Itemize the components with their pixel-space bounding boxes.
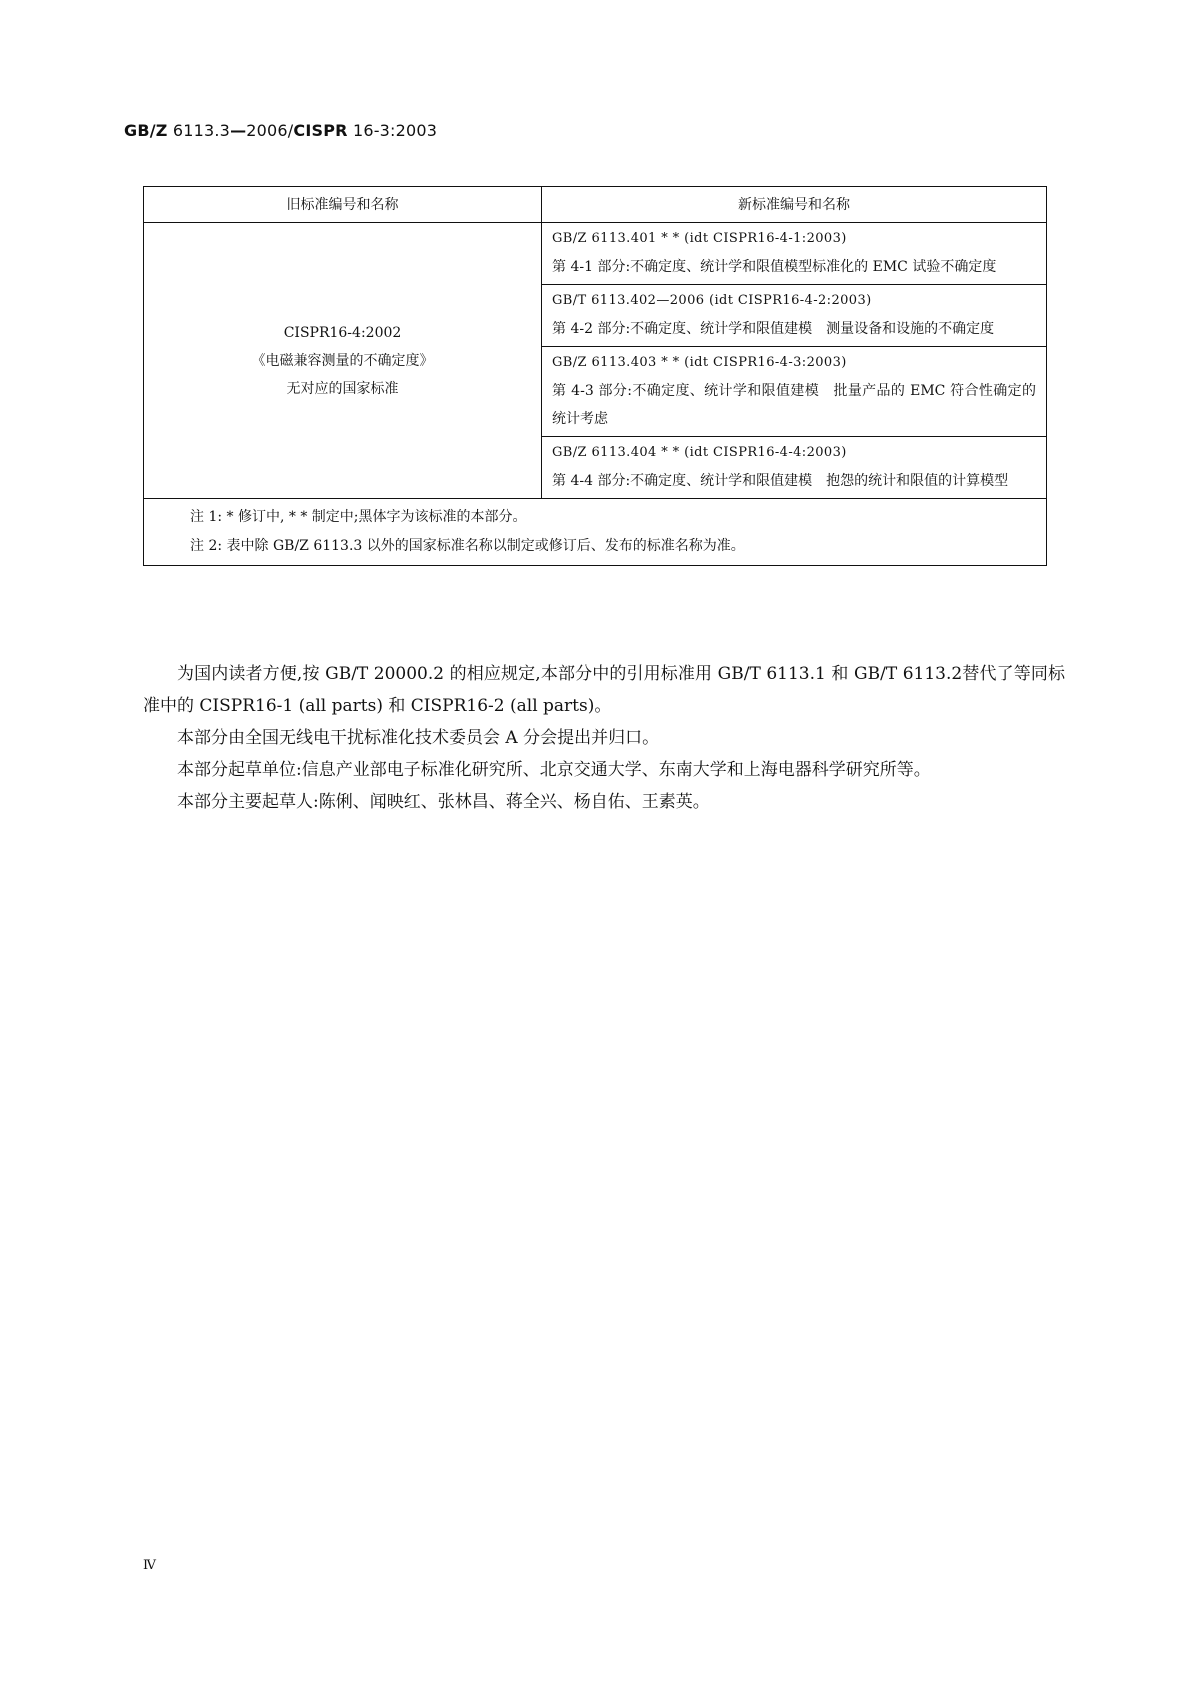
header-year: 2006/: [246, 121, 294, 140]
col-new-header: 新标准编号和名称: [542, 187, 1047, 223]
old-standard-title: 《电磁兼容测量的不确定度》: [251, 352, 434, 369]
new-standard-title: 第 4-3 部分:不确定度、统计学和限值建模 批量产品的 EMC 符合性确定的统计考虑: [552, 383, 1036, 427]
header-cispr: CISPR: [293, 121, 348, 140]
new-standard-code: GB/Z 6113.403 * * (idt CISPR16-4-3:2003): [552, 355, 847, 370]
body-text: [143, 658, 1065, 818]
new-standard-code: GB/Z 6113.404 * * (idt CISPR16-4-4:2003): [552, 445, 847, 460]
page-number: Ⅳ: [143, 1558, 156, 1573]
new-standard-title: 第 4-2 部分:不确定度、统计学和限值建模 测量设备和设施的不确定度: [552, 321, 995, 337]
header-code: 6113.3: [172, 121, 231, 140]
new-standard-title: 第 4-4 部分:不确定度、统计学和限值建模 抱怨的统计和限值的计算模型: [552, 473, 1009, 489]
new-standard-title: 第 4-1 部分:不确定度、统计学和限值模型标准化的 EMC 试验不确定度: [552, 259, 997, 275]
new-standard-code: GB/T 6113.402—2006 (idt CISPR16-4-2:2003): [552, 293, 872, 308]
new-standard-code: GB/Z 6113.401 * * (idt CISPR16-4-1:2003): [552, 231, 847, 246]
table-notes-row: [144, 499, 1047, 566]
paragraph: 本部分起草单位:信息产业部电子标准化研究所、北京交通大学、东南大学和上海电器科学研究所等。: [177, 760, 931, 780]
table-note-1: 注 1: * 修订中, * * 制定中;黑体字为该标准的本部分。: [190, 509, 527, 525]
table-note-2: 注 2: 表中除 GB/Z 6113.3 以外的国家标准名称以制定或修订后、发布的标准名称为准。: [190, 538, 745, 554]
header-dash: —: [230, 121, 247, 140]
header-gbz: GB/Z: [124, 121, 168, 140]
table-notes: [144, 499, 1047, 566]
paragraph: 本部分主要起草人:陈俐、闻映红、张林昌、蒋全兴、杨自佑、王素英。: [177, 792, 710, 812]
standards-table: [143, 186, 1047, 566]
document-header: [124, 121, 437, 140]
old-standard-note: 无对应的国家标准: [286, 380, 399, 397]
paragraph: 本部分由全国无线电干扰标准化技术委员会 A 分会提出并归口。: [177, 728, 660, 748]
paragraph: 为国内读者方便,按 GB/T 20000.2 的相应规定,本部分中的引用标准用 GB/T 6113.1 和 GB/T 6113.2替代了等同标准中的 CISPR16-1 (all parts) 和 CISPR16-2 (all parts)。: [143, 664, 1065, 716]
new-standard-cell: [542, 347, 1047, 437]
table-row: [144, 223, 1047, 285]
new-standard-cell: [542, 223, 1047, 285]
table-header-row: [144, 187, 1047, 223]
col-old-header: 旧标准编号和名称: [144, 187, 542, 223]
new-standard-cell: [542, 437, 1047, 499]
old-standard-code: CISPR16-4:2002: [283, 324, 402, 341]
new-standard-cell: [542, 285, 1047, 347]
old-standard-cell: [144, 223, 542, 499]
header-cispr-num: 16-3:2003: [352, 121, 438, 140]
